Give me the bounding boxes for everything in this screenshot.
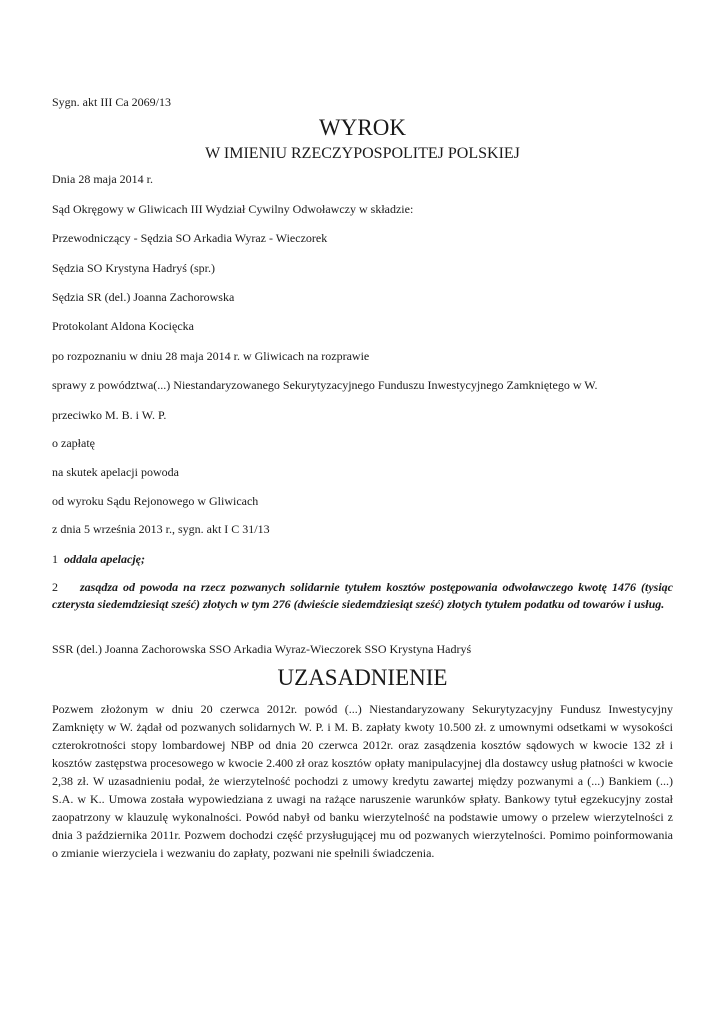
signatures: SSR (del.) Joanna Zachorowska SSO Arkadia Wyraz-Wieczorek SSO Krystyna Hadryś — [52, 642, 472, 656]
appeal-info: na skutek apelacji powoda — [52, 465, 179, 479]
court-name: Sąd Okręgowy w Gliwicach III Wydział Cywilny Odwoławczy w składzie: — [52, 202, 414, 216]
ruling-point-2 — [52, 579, 673, 613]
justification-title: UZASADNIENIE — [277, 665, 448, 690]
case-signature: Sygn. akt III Ca 2069/13 — [52, 95, 171, 109]
ruling-point-2-number: 2 — [52, 580, 58, 594]
presiding-judge: Przewodniczący - Sędzia SO Arkadia Wyraz - Wieczorek — [52, 231, 328, 245]
judge-delegated: Sędzia SR (del.) Joanna Zachorowska — [52, 290, 235, 304]
defendants: przeciwko M. B. i W. P. — [52, 408, 167, 422]
judgment-date: Dnia 28 maja 2014 r. — [52, 172, 153, 186]
justification-paragraph: Pozwem złożonym w dniu 20 czerwca 2012r. powód (...) Niestandaryzowany Sekurytyzacyjny Fundusz Inwestycyjny Zamknięty w W. żądał od pozwanych solidarnych W. P. i M. B. zapłaty kwoty 10.500 zł. z umownymi odsetkami w wysokości czterokrotności stopy lombardowej NBP od dnia 20 czerwca 2012r. oraz zasądzenia kosztów sądowych w kwocie 132 zł i kosztów zastępstwa procesowego w kwocie 2.400 zł oraz kosztów opłaty manipulacyjnej dla dostawcy usług płatności w kwocie 2,38 zł. W uzasadnieniu podał, że wierzytelność pochodzi z umowy kredytu zawartej między pozwanymi a (...) Bankiem (...) S.A. w K.. Umowa została wypowiedziana z uwagi na rażące naruszenie warunków spłaty. Bankowy tytuł egzekucyjny został zaopatrzony w klauzulę wykonalności. Powód nabył od banku wierzytelność na podstawie umowy o przelew wierzytelności z dnia 3 października 2011r. Pozwem dochodzi część przysługującej mu od pozwanych wierzytelności. Pomimo poinformowania o zmianie wierzyciela i wezwaniu do zapłaty, pozwani nie spełnili świadczenia. — [52, 702, 673, 860]
ruling-point-1-text: oddala apelację; — [64, 552, 145, 566]
ruling-point-1-number: 1 — [52, 552, 58, 566]
lower-court: od wyroku Sądu Rejonowego w Gliwicach — [52, 494, 259, 508]
judgment-subtitle: W IMIENIU RZECZYPOSPOLITEJ POLSKIEJ — [205, 145, 520, 162]
judge-rapporteur: Sędzia SO Krystyna Hadryś (spr.) — [52, 261, 215, 275]
court-clerk: Protokolant Aldona Kocięcka — [52, 319, 194, 333]
lower-court-judgment-date: z dnia 5 września 2013 r., sygn. akt I C 31/13 — [52, 522, 270, 536]
ruling-point-2-text: zasądza od powoda na rzecz pozwanych solidarnie tytułem kosztów postępowania odwoławczego kwotę 1476 (tysiąc czterysta siedemdziesiąt sześć) złotych w tym 276 (dwieście siedemdziesiąt sześć) złotych tytułem podatku od towarów i usług. — [52, 580, 673, 611]
case-parties: sprawy z powództwa(...) Niestandaryzowanego Sekurytyzacyjnego Funduszu Inwestycyjnego Zamkniętego w W. — [52, 378, 598, 392]
ruling-point-1 — [52, 552, 145, 566]
hearing-info: po rozpoznaniu w dniu 28 maja 2014 r. w Gliwicach na rozprawie — [52, 349, 370, 363]
judgment-title: WYROK — [319, 115, 406, 140]
document-page — [52, 0, 673, 1024]
case-subject: o zapłatę — [52, 436, 95, 450]
